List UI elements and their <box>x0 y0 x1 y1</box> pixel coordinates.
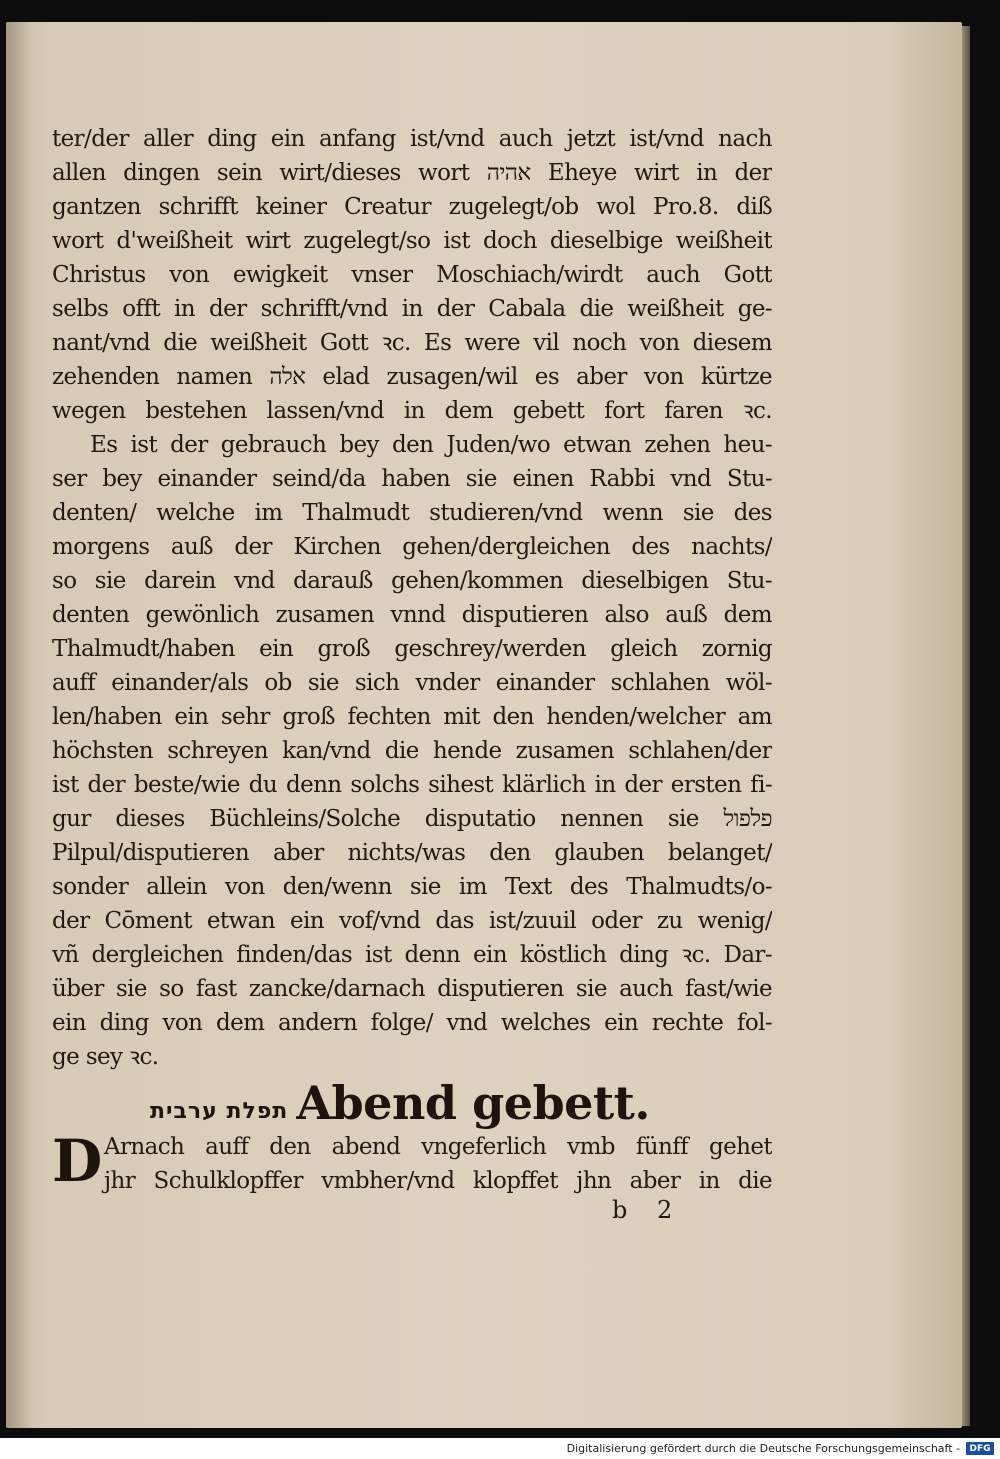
text-line: vñ dergleichen finden/das ist denn ein köstlich ding ꝛc. Dar- <box>52 942 772 968</box>
drop-cap: D <box>52 1127 103 1195</box>
section-text <box>52 1127 772 1198</box>
text-line: denten gewönlich zusamen vnnd disputieren also auß dem <box>52 602 772 628</box>
text-line: Christus von ewigkeit vnser Moschiach/wirdt auch Gott <box>52 262 772 288</box>
signature-mark: b 2 <box>612 1196 673 1224</box>
text-line: selbs offt in der schrifft/vnd in der Cabala die weißheit ge- <box>52 296 772 322</box>
text-line: allen dingen sein wirt/dieses wort אהיה Eheye wirt in der <box>52 160 772 186</box>
text-line: sonder allein von den/wenn sie im Text des Thalmudts/o- <box>52 874 772 900</box>
heading-hebrew: תפלת ערבית <box>150 1099 289 1124</box>
page-edge <box>962 26 970 1426</box>
text-line: so sie darein vnd darauß gehen/kommen dieselbigen Stu- <box>52 568 772 594</box>
text-line: Es ist der gebrauch bey den Juden/wo etwan zehen heu- <box>90 432 772 458</box>
text-line: denten/ welche im Thalmudt studieren/vnd wenn sie des <box>52 500 772 526</box>
text-line: jhr Schulklopffer vmbher/vnd klopffet jhn aber in die <box>104 1168 772 1194</box>
section-heading <box>150 1070 670 1130</box>
text-line: ein ding von dem andern folge/ vnd welches ein rechte fol- <box>52 1010 772 1036</box>
text-line: morgens auß der Kirchen gehen/dergleichen des nachts/ <box>52 534 772 560</box>
text-line: der Cōment etwan ein vof/vnd das ist/zuuil oder zu wenig/ <box>52 908 772 934</box>
text-line: gantzen schrifft keiner Creatur zugelegt/ob wol Pro.8. diß <box>52 194 772 220</box>
footer-bar <box>0 1438 1000 1459</box>
text-line: ge sey ꝛc. <box>52 1044 159 1070</box>
text-line: auff einander/als ob sie sich vnder einander schlahen wöl- <box>52 670 772 696</box>
text-line: Pilpul/disputieren aber nichts/was den glauben belanget/ <box>52 840 772 866</box>
text-line: nant/vnd die weißheit Gott ꝛc. Es were vil noch von diesem <box>52 330 772 356</box>
text-line: ist der beste/wie du denn solchs sihest klärlich in der ersten fi- <box>52 772 772 798</box>
text-line: len/haben ein sehr groß fechten mit den henden/welcher am <box>52 704 772 730</box>
text-line: Arnach auff den abend vngeferlich vmb fünff gehet <box>104 1134 772 1160</box>
text-line: gur dieses Büchleins/Solche disputatio nennen sie פלפול <box>52 806 772 832</box>
dfg-logo: DFG <box>966 1442 994 1455</box>
text-line: höchsten schreyen kan/vnd die hende zusamen schlahen/der <box>52 738 772 764</box>
funding-credit: Digitalisierung gefördert durch die Deutsche Forschungsgemeinschaft - <box>566 1442 960 1455</box>
text-line: über sie so fast zancke/darnach disputieren sie auch fast/wie <box>52 976 772 1002</box>
text-line: ter/der aller ding ein anfang ist/vnd auch jetzt ist/vnd nach <box>52 126 772 152</box>
text-line: wegen bestehen lassen/vnd in dem gebett fort faren ꝛc. <box>52 398 772 424</box>
text-line: wort d'weißheit wirt zugelegt/so ist doch dieselbige weißheit <box>52 228 772 254</box>
text-line: zehenden namen אלה elad zusagen/wil es aber von kürtze <box>52 364 772 390</box>
text-line: ser bey einander seind/da haben sie einen Rabbi vnd Stu- <box>52 466 772 492</box>
text-line: Thalmudt/haben ein groß geschrey/werden gleich zornig <box>52 636 772 662</box>
heading-title: Abend gebett. <box>296 1076 650 1130</box>
body-text <box>52 122 772 1074</box>
gutter-shadow <box>6 22 32 1428</box>
